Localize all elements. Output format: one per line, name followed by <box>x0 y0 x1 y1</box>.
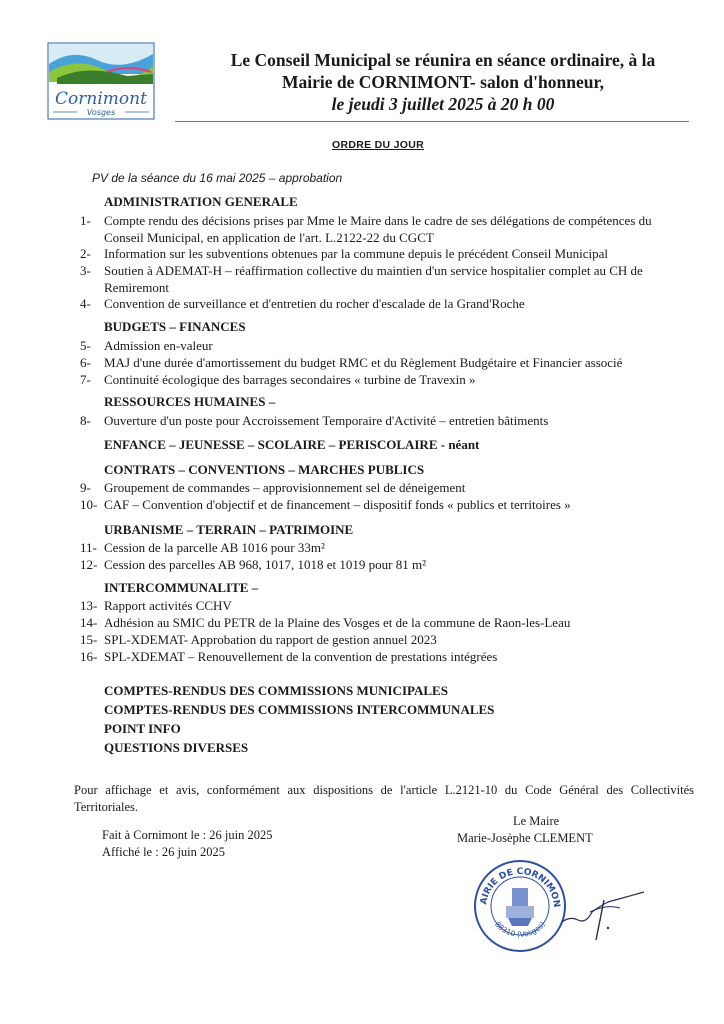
closing-questions-diverses: QUESTIONS DIVERSES <box>104 740 249 755</box>
agenda-item-15: 15- SPL-XDEMAT- Approbation du rapport de gestion annuel 2023 <box>80 632 437 647</box>
cornimont-logo <box>47 42 155 120</box>
agenda-heading: ORDRE DU JOUR <box>332 139 424 151</box>
section-enfance: ENFANCE – JEUNESSE – SCOLAIRE – PERISCOLAIRE - néant <box>104 437 480 452</box>
closing-point-info: POINT INFO <box>104 721 181 736</box>
fait-date: Fait à Cornimont le : 26 juin 2025 <box>102 828 273 842</box>
header-rule <box>175 121 689 122</box>
title-line-1: Le Conseil Municipal se réunira en séance ordinaire, à la <box>230 50 656 70</box>
agenda-item-4: 4- Convention de surveillance et d'entretien du rocher d'escalade de la Grand'Roche <box>80 296 525 311</box>
agenda-item-16: 16- SPL-XDEMAT – Renouvellement de la convention de prestations intégrées <box>80 649 498 664</box>
svg-text:MAIRIE DE CORNIMONT: AIRIE DE CORNIMON <box>479 867 562 908</box>
agenda-item-9: 9- Groupement de commandes – approvisionnement sel de déneigement <box>80 480 466 495</box>
logo-subtext: Vosges <box>86 108 116 117</box>
agenda-item-12: 12- Cession des parcelles AB 968, 1017, 1018 et 1019 pour 81 m² <box>80 557 427 572</box>
title-line-2: Mairie de CORNIMONT- salon d'honneur, <box>281 72 604 92</box>
agenda-item-8: 8- Ouverture d'un poste pour Accroissement Temporaire d'Activité – entretien bâtiments <box>80 413 549 428</box>
section-administration: ADMINISTRATION GENERALE <box>104 194 298 209</box>
agenda-item-14: 14- Adhésion au SMIC du PETR de la Plaine des Vosges et de la commune de Raon-les-Leau <box>80 615 571 630</box>
agenda-item-11: 11- Cession de la parcelle AB 1016 pour 33m² <box>80 540 325 555</box>
svg-text:88310 (Vosges): 88310 (Vosges) <box>492 919 547 939</box>
section-intercommunalite: INTERCOMMUNALITE – <box>104 580 259 595</box>
agenda-item-7: 7- Continuité écologique des barrages secondaires « turbine de Travexin » <box>80 372 476 387</box>
agenda-item-10: 10- CAF – Convention d'objectif et de financement – dispositif fonds « publics et territoires » <box>80 497 571 512</box>
agenda-item-1: 1- Compte rendu des décisions prises par Mme le Maire dans le cadre de ses délégations de compétences du Conseil Municipal, en application de l'art. L.2122-22 du CGCT <box>80 213 652 245</box>
section-contrats: CONTRATS – CONVENTIONS – MARCHES PUBLICS <box>104 462 425 477</box>
agenda-item-2: 2- Information sur les subventions obtenues par la commune depuis le précédent Conseil Municipal <box>80 246 608 261</box>
agenda-item-5: 5- Admission en-valeur <box>80 338 213 353</box>
agenda-item-13: 13- Rapport activités CCHV <box>80 598 232 613</box>
mairie-stamp <box>472 858 568 954</box>
section-budgets: BUDGETS – FINANCES <box>104 319 246 334</box>
pv-line: PV de la séance du 16 mai 2025 – approbation <box>92 171 343 185</box>
agenda-item-6: 6- MAJ d'une durée d'amortissement du budget RMC et du Règlement Budgétaire et Financier associé <box>80 355 623 370</box>
affichage-notice: Pour affichage et avis, conformément aux dispositions de l'article L.2121-10 du Code Général des Collectivités Territoriales. <box>74 783 694 814</box>
closing-commissions-municipales: COMPTES-RENDUS DES COMMISSIONS MUNICIPALES <box>104 683 448 698</box>
maire-name: Marie-Josèphe CLEMENT <box>457 831 593 845</box>
title-line-3: le jeudi 3 juillet 2025 à 20 h 00 <box>331 94 555 114</box>
affiche-date: Affiché le : 26 juin 2025 <box>102 845 226 859</box>
section-ressources-humaines: RESSOURCES HUMAINES – <box>104 394 276 409</box>
closing-commissions-intercommunales: COMPTES-RENDUS DES COMMISSIONS INTERCOMMUNALES <box>104 702 495 717</box>
maire-title: Le Maire <box>513 814 560 828</box>
maire-signature <box>560 882 646 944</box>
agenda-item-3: 3- Soutien à ADEMAT-H – réaffirmation collective du maintien d'un service hospitalier complet au CH de Remiremont <box>80 263 643 295</box>
logo-text: Cornimont <box>55 89 147 109</box>
section-urbanisme: URBANISME – TERRAIN – PATRIMOINE <box>104 522 354 537</box>
